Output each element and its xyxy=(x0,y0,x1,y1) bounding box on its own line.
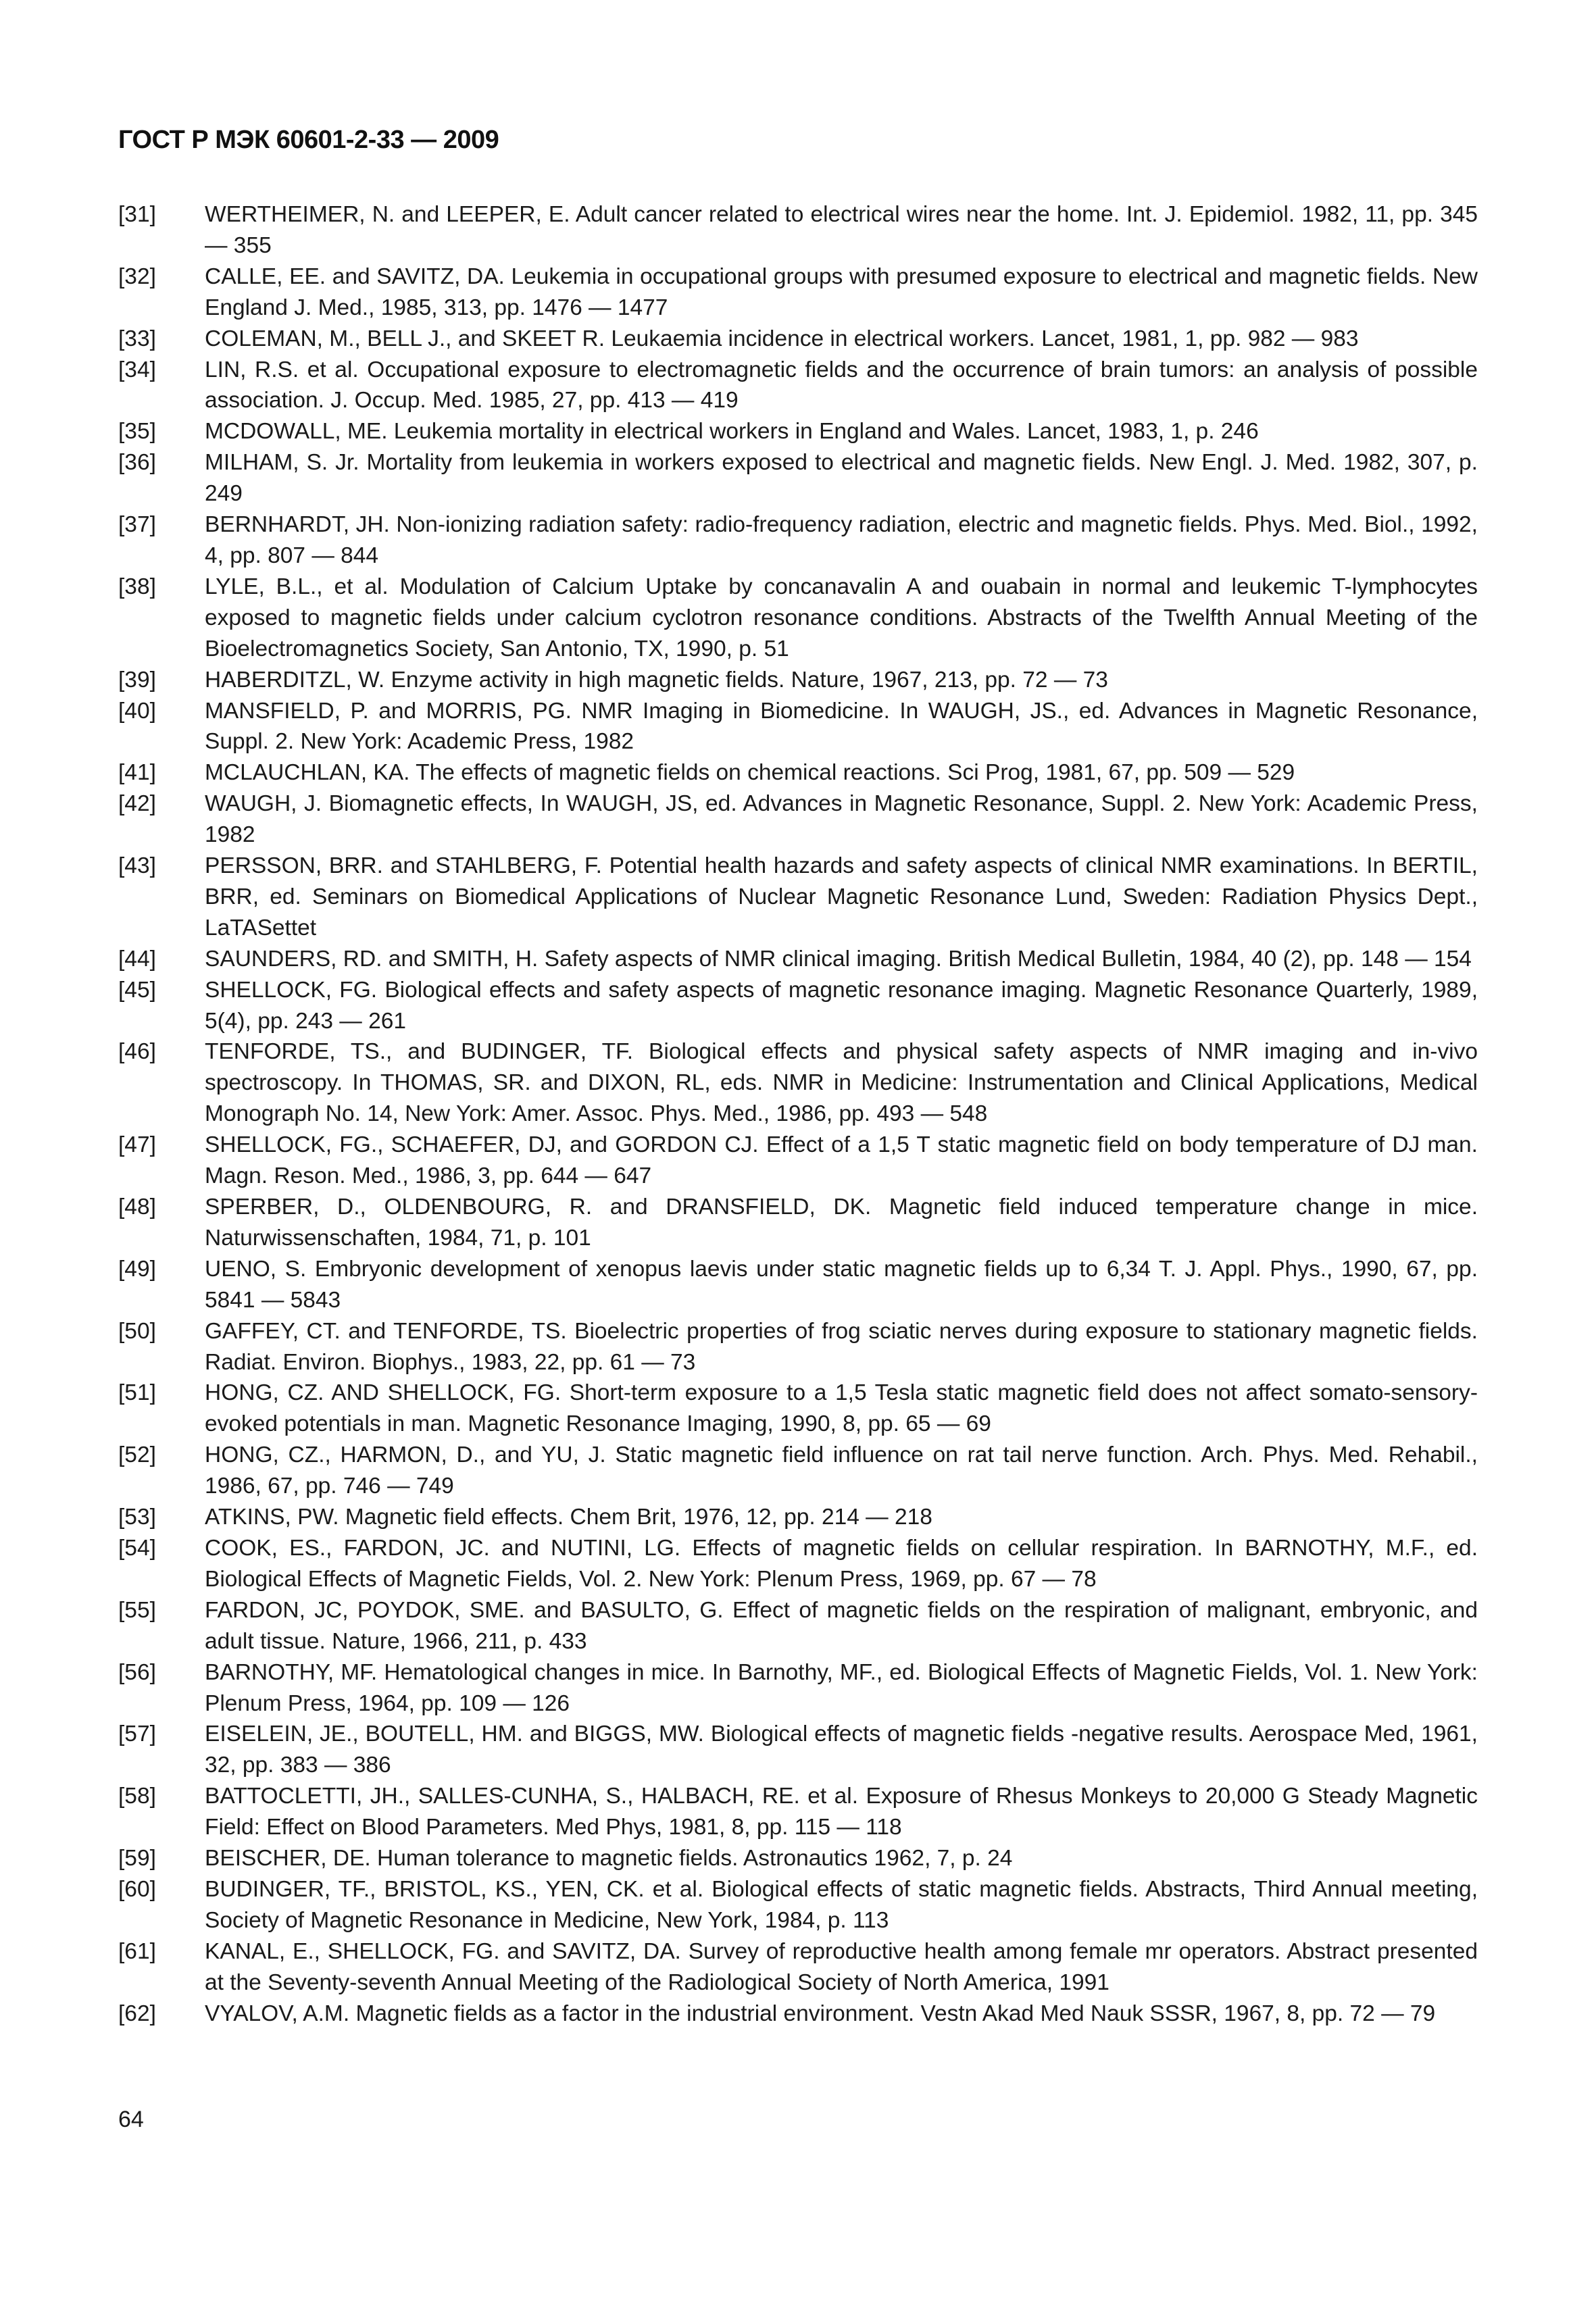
reference-list xyxy=(118,199,1478,2029)
reference-item xyxy=(118,696,1478,758)
reference-number: [51] xyxy=(118,1380,156,1406)
reference-number: [34] xyxy=(118,357,156,382)
reference-number: [49] xyxy=(118,1256,156,1282)
reference-item xyxy=(118,1595,1478,1657)
reference-text: BEISCHER, DE. Human tolerance to magnetic fields. Astronautics 1962, 7, p. 24 xyxy=(205,1846,1013,1871)
reference-text: WAUGH, J. Biomagnetic effects, In WAUGH, JS, ed. Advances in Magnetic Resonance, Suppl. 2. New York: Academic Press, 1982 xyxy=(205,791,1478,848)
reference-text: PERSSON, BRR. and STAHLBERG, F. Potential health hazards and safety aspects of clinical NMR examinations. In BERTIL, BRR, ed. Seminars on Biomedical Applications of Nuclear Magnetic Resonance Lund, Sweden: Radiation Physics Dept., LaTASettet xyxy=(205,853,1478,940)
reference-item xyxy=(118,324,1478,355)
reference-text: UENO, S. Embryonic development of xenopus laevis under static magnetic fields up to 6,34 T. J. Appl. Phys., 1990, 67, pp. 5841 — 5843 xyxy=(205,1256,1478,1313)
reference-text: CALLE, EE. and SAVITZ, DA. Leukemia in occupational groups with presumed exposure to electrical and magnetic fields. New England J. Med., 1985, 313, pp. 1476 — 1477 xyxy=(205,263,1478,320)
reference-text: WERTHEIMER, N. and LEEPER, E. Adult cancer related to electrical wires near the home. Int. J. Epidemiol. 1982, 11, pp. 345 — 355 xyxy=(205,202,1478,258)
reference-item xyxy=(118,1781,1478,1843)
reference-number: [59] xyxy=(118,1846,156,1871)
reference-item xyxy=(118,1998,1478,2030)
reference-number: [42] xyxy=(118,791,156,817)
reference-item xyxy=(118,447,1478,509)
reference-number: [35] xyxy=(118,419,156,445)
reference-text: BATTOCLETTI, JH., SALLES-CUNHA, S., HALBACH, RE. et al. Exposure of Rhesus Monkeys to 20,000 G Steady Magnetic Field: Effect on Blood Parameters. Med Phys, 1981, 8, pp. 115 — 118 xyxy=(205,1784,1478,1840)
reference-item xyxy=(118,355,1478,417)
reference-text: VYALOV, A.M. Magnetic fields as a factor in the industrial environment. Vestn Akad Med Nauk SSSR, 1967, 8, pp. 72 — 79 xyxy=(205,2001,1436,2026)
reference-item xyxy=(118,572,1478,665)
reference-number: [55] xyxy=(118,1597,156,1623)
page-number: 64 xyxy=(118,2107,144,2132)
reference-item xyxy=(118,1130,1478,1192)
reference-text: BUDINGER, TF., BRISTOL, KS., YEN, CK. et al. Biological effects of static magnetic fields. Abstracts, Third Annual meeting, Society of Magnetic Resonance in Medicine, New York, 1984, p. 113 xyxy=(205,1876,1478,1933)
reference-item xyxy=(118,788,1478,851)
reference-item xyxy=(118,975,1478,1037)
reference-item xyxy=(118,1378,1478,1440)
reference-number: [47] xyxy=(118,1132,156,1158)
reference-text: MANSFIELD, P. and MORRIS, PG. NMR Imaging in Biomedicine. In WAUGH, JS., ed. Advances in Magnetic Resonance, Suppl. 2. New York: Academic Press, 1982 xyxy=(205,698,1478,755)
reference-text: TENFORDE, TS., and BUDINGER, TF. Biological effects and physical safety aspects of NMR imaging and in-vivo spectroscopy. In THOMAS, SR. and DIXON, RL, eds. NMR in Medicine: Instrumentation and Clinical Applications, Medical Monograph No. 14, New York: Amer. Assoc. Phys. Med., 1986, pp. 493 — 548 xyxy=(205,1039,1478,1127)
reference-number: [54] xyxy=(118,1535,156,1561)
reference-number: [43] xyxy=(118,853,156,879)
reference-number: [58] xyxy=(118,1784,156,1809)
reference-number: [31] xyxy=(118,202,156,227)
reference-number: [45] xyxy=(118,977,156,1003)
reference-text: FARDON, JC, POYDOK, SME. and BASULTO, G. Effect of magnetic fields on the respiration of malignant, embryonic, and adult tissue. Nature, 1966, 211, p. 433 xyxy=(205,1597,1478,1654)
reference-item xyxy=(118,1440,1478,1502)
reference-number: [46] xyxy=(118,1039,156,1065)
reference-number: [48] xyxy=(118,1194,156,1219)
reference-text: LYLE, B.L., et al. Modulation of Calcium Uptake by concanavalin A and ouabain in normal and leukemic T-lymphocytes exposed to magnetic fields under calcium cyclotron resonance conditions. Abstracts of the Twelfth Annual Meeting of the Bioelectromagnetics Society, San Antonio, TX, 1990, p. 51 xyxy=(205,574,1478,661)
reference-text: HONG, CZ. AND SHELLOCK, FG. Short-term exposure to a 1,5 Tesla static magnetic field does not affect somato-sensory-evoked potentials in man. Magnetic Resonance Imaging, 1990, 8, pp. 65 — 69 xyxy=(205,1380,1478,1437)
reference-number: [38] xyxy=(118,574,156,599)
reference-item xyxy=(118,665,1478,696)
reference-number: [37] xyxy=(118,512,156,538)
reference-item xyxy=(118,199,1478,261)
reference-item xyxy=(118,509,1478,572)
reference-number: [33] xyxy=(118,326,156,351)
reference-number: [60] xyxy=(118,1876,156,1902)
reference-item xyxy=(118,1657,1478,1719)
reference-number: [36] xyxy=(118,450,156,476)
reference-text: BERNHARDT, JH. Non-ionizing radiation safety: radio-frequency radiation, electric and magnetic fields. Phys. Med. Biol., 1992, 4, pp. 807 — 844 xyxy=(205,512,1478,568)
reference-item xyxy=(118,1316,1478,1378)
reference-item xyxy=(118,1719,1478,1781)
reference-text: MILHAM, S. Jr. Mortality from leukemia in workers exposed to electrical and magnetic fields. New Engl. J. Med. 1982, 307, p. 249 xyxy=(205,450,1478,507)
reference-item xyxy=(118,1533,1478,1595)
reference-text: COLEMAN, M., BELL J., and SKEET R. Leukaemia incidence in electrical workers. Lancet, 1981, 1, pp. 982 — 983 xyxy=(205,326,1359,351)
reference-text: ATKINS, PW. Magnetic field effects. Chem Brit, 1976, 12, pp. 214 — 218 xyxy=(205,1505,932,1530)
reference-number: [40] xyxy=(118,698,156,724)
reference-text: GAFFEY, CT. and TENFORDE, TS. Bioelectric properties of frog sciatic nerves during exposure to stationary magnetic fields. Radiat. Environ. Biophys., 1983, 22, pp. 61 — 73 xyxy=(205,1318,1478,1375)
reference-text: LIN, R.S. et al. Occupational exposure to electromagnetic fields and the occurrence of brain tumors: an analysis of possible association. J. Occup. Med. 1985, 27, pp. 413 — 419 xyxy=(205,357,1478,413)
reference-text: KANAL, E., SHELLOCK, FG. and SAVITZ, DA. Survey of reproductive health among female mr operators. Abstract presented at the Seventy-seventh Annual Meeting of the Radiological Society of North America, 1991 xyxy=(205,1938,1478,1995)
reference-number: [56] xyxy=(118,1659,156,1685)
reference-item xyxy=(118,1502,1478,1533)
reference-number: [32] xyxy=(118,263,156,289)
reference-text: MCDOWALL, ME. Leukemia mortality in electrical workers in England and Wales. Lancet, 1983, 1, p. 246 xyxy=(205,419,1259,445)
reference-text: HABERDITZL, W. Enzyme activity in high magnetic fields. Nature, 1967, 213, pp. 72 — 73 xyxy=(205,667,1108,693)
reference-number: [57] xyxy=(118,1721,156,1747)
standard-title: ГОСТ Р МЭК 60601-2-33 — 2009 xyxy=(118,126,499,154)
reference-text: BARNOTHY, MF. Hematological changes in mice. In Barnothy, MF., ed. Biological Effects of Magnetic Fields, Vol. 1. New York: Plenum Press, 1964, pp. 109 — 126 xyxy=(205,1659,1478,1716)
reference-text: SHELLOCK, FG., SCHAEFER, DJ, and GORDON CJ. Effect of a 1,5 T static magnetic field on body temperature of DJ man. Magn. Reson. Med., 1986, 3, pp. 644 — 647 xyxy=(205,1132,1478,1189)
reference-number: [53] xyxy=(118,1505,156,1530)
reference-number: [50] xyxy=(118,1318,156,1344)
reference-number: [52] xyxy=(118,1442,156,1468)
reference-item xyxy=(118,1843,1478,1874)
reference-number: [39] xyxy=(118,667,156,693)
reference-item xyxy=(118,416,1478,447)
reference-number: [44] xyxy=(118,946,156,972)
reference-text: HONG, CZ., HARMON, D., and YU, J. Static magnetic field influence on rat tail nerve function. Arch. Phys. Med. Rehabil., 1986, 67, pp. 746 — 749 xyxy=(205,1442,1478,1499)
reference-item xyxy=(118,1036,1478,1130)
reference-item xyxy=(118,1254,1478,1316)
reference-item xyxy=(118,944,1478,975)
reference-text: COOK, ES., FARDON, JC. and NUTINI, LG. Effects of magnetic fields on cellular respiration. In BARNOTHY, M.F., ed. Biological Effects of Magnetic Fields, Vol. 2. New York: Plenum Press, 1969, pp. 67 — 78 xyxy=(205,1535,1478,1592)
reference-item xyxy=(118,1936,1478,1998)
reference-item xyxy=(118,757,1478,788)
reference-number: [62] xyxy=(118,2001,156,2026)
reference-item xyxy=(118,851,1478,944)
reference-text: SHELLOCK, FG. Biological effects and safety aspects of magnetic resonance imaging. Magnetic Resonance Quarterly, 1989, 5(4), pp. 243 — 261 xyxy=(205,977,1478,1034)
reference-text: SPERBER, D., OLDENBOURG, R. and DRANSFIELD, DK. Magnetic field induced temperature change in mice. Naturwissenschaften, 1984, 71, p. 101 xyxy=(205,1194,1478,1251)
reference-text: SAUNDERS, RD. and SMITH, H. Safety aspects of NMR clinical imaging. British Medical Bulletin, 1984, 40 (2), pp. 148 — 154 xyxy=(205,946,1472,972)
reference-text: MCLAUCHLAN, KA. The effects of magnetic fields on chemical reactions. Sci Prog, 1981, 67, pp. 509 — 529 xyxy=(205,760,1295,786)
reference-text: EISELEIN, JE., BOUTELL, HM. and BIGGS, MW. Biological effects of magnetic fields -negative results. Aerospace Med, 1961, 32, pp. 383 — 386 xyxy=(205,1721,1478,1778)
reference-item xyxy=(118,1192,1478,1254)
reference-item xyxy=(118,261,1478,324)
reference-number: [41] xyxy=(118,760,156,786)
reference-item xyxy=(118,1874,1478,1936)
reference-number: [61] xyxy=(118,1938,156,1964)
